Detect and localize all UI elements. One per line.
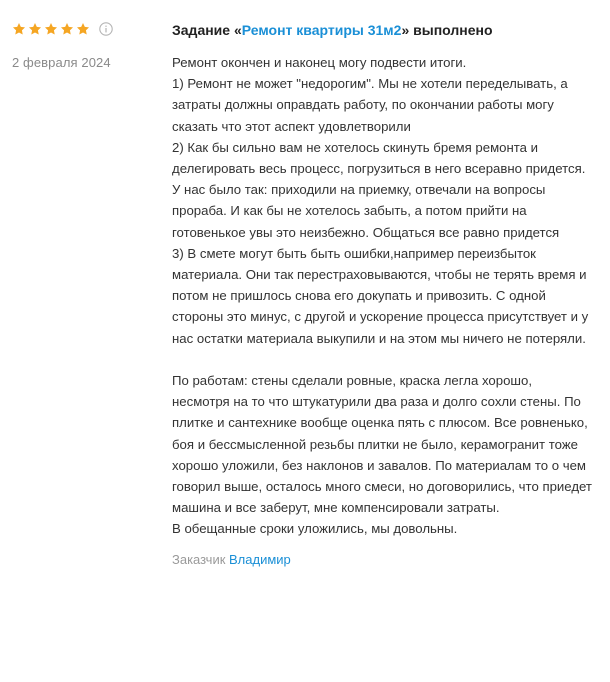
review-paragraph: 3) В смете могут быть быть ошибки,например переизбыток материала. Они так перестраховываются, чтобы не терять время и потом не пришлось снова его докупать и привозить. С одной стороны это минус, с другой и ускорение процесса присутствует и у нас остатки материала выкупили и на этом мы ничего не потеряли. [172,245,589,346]
review-paragraph: 2) Как бы сильно вам не хотелось скинуть бремя ремонта и делегировать весь процесс, погрузиться в него всеравно придется. У нас было так: приходили на приемку, отвечали на вопросы прораба. И как бы не хотелось забыть, а потом прийти на готовенькое увы это неизбежно. Общаться все равно придется [172,139,586,240]
task-link[interactable]: Ремонт квартиры 31м2 [241,22,402,38]
star-icon [76,22,90,36]
review-paragraph: По работам: стены сделали ровные, краска легла хорошо, несмотря на то что штукатурили два раза и долго сохли стены. По плитке и сантехнике вообще оценка пять с плюсом. Все ровненько, боя и бессмысленной резьбы плитки не было, керамогранит тоже хорошо уложили, без наклонов и завалов. По материалам то о чем говорил выше, осталось много смеси, но договорились, что приедет машина и все заберут, мне компенсировали затраты. [172,373,592,516]
star-rating [12,22,90,36]
task-title-suffix: » выполнено [401,22,493,38]
rating-row [12,20,162,38]
review-date: 2 февраля 2024 [12,55,111,70]
star-icon [44,22,58,36]
task-title-prefix: Задание « [172,22,242,38]
review-paragraph: 1) Ремонт не может "недорогим". Мы не хотели переделывать, а затраты должны оправдать работу, по окончании работы могу сказать что этот аспект удовлетворили [172,76,568,134]
info-icon[interactable] [99,22,113,36]
customer-line [172,550,592,570]
customer-label: Заказчик [172,551,226,567]
review-paragraph: В обещанные сроки уложились, мы довольны. [172,521,458,537]
review-body [172,20,592,570]
customer-name-link[interactable]: Владимир [229,551,291,567]
review-spacer [172,349,592,370]
review-paragraph: Ремонт окончен и наконец могу подвести итоги. [172,55,467,70]
review-meta [12,20,162,70]
star-icon [60,22,74,36]
review-text [172,52,592,540]
star-icon [12,22,26,36]
task-title [172,20,592,40]
star-icon [28,22,42,36]
